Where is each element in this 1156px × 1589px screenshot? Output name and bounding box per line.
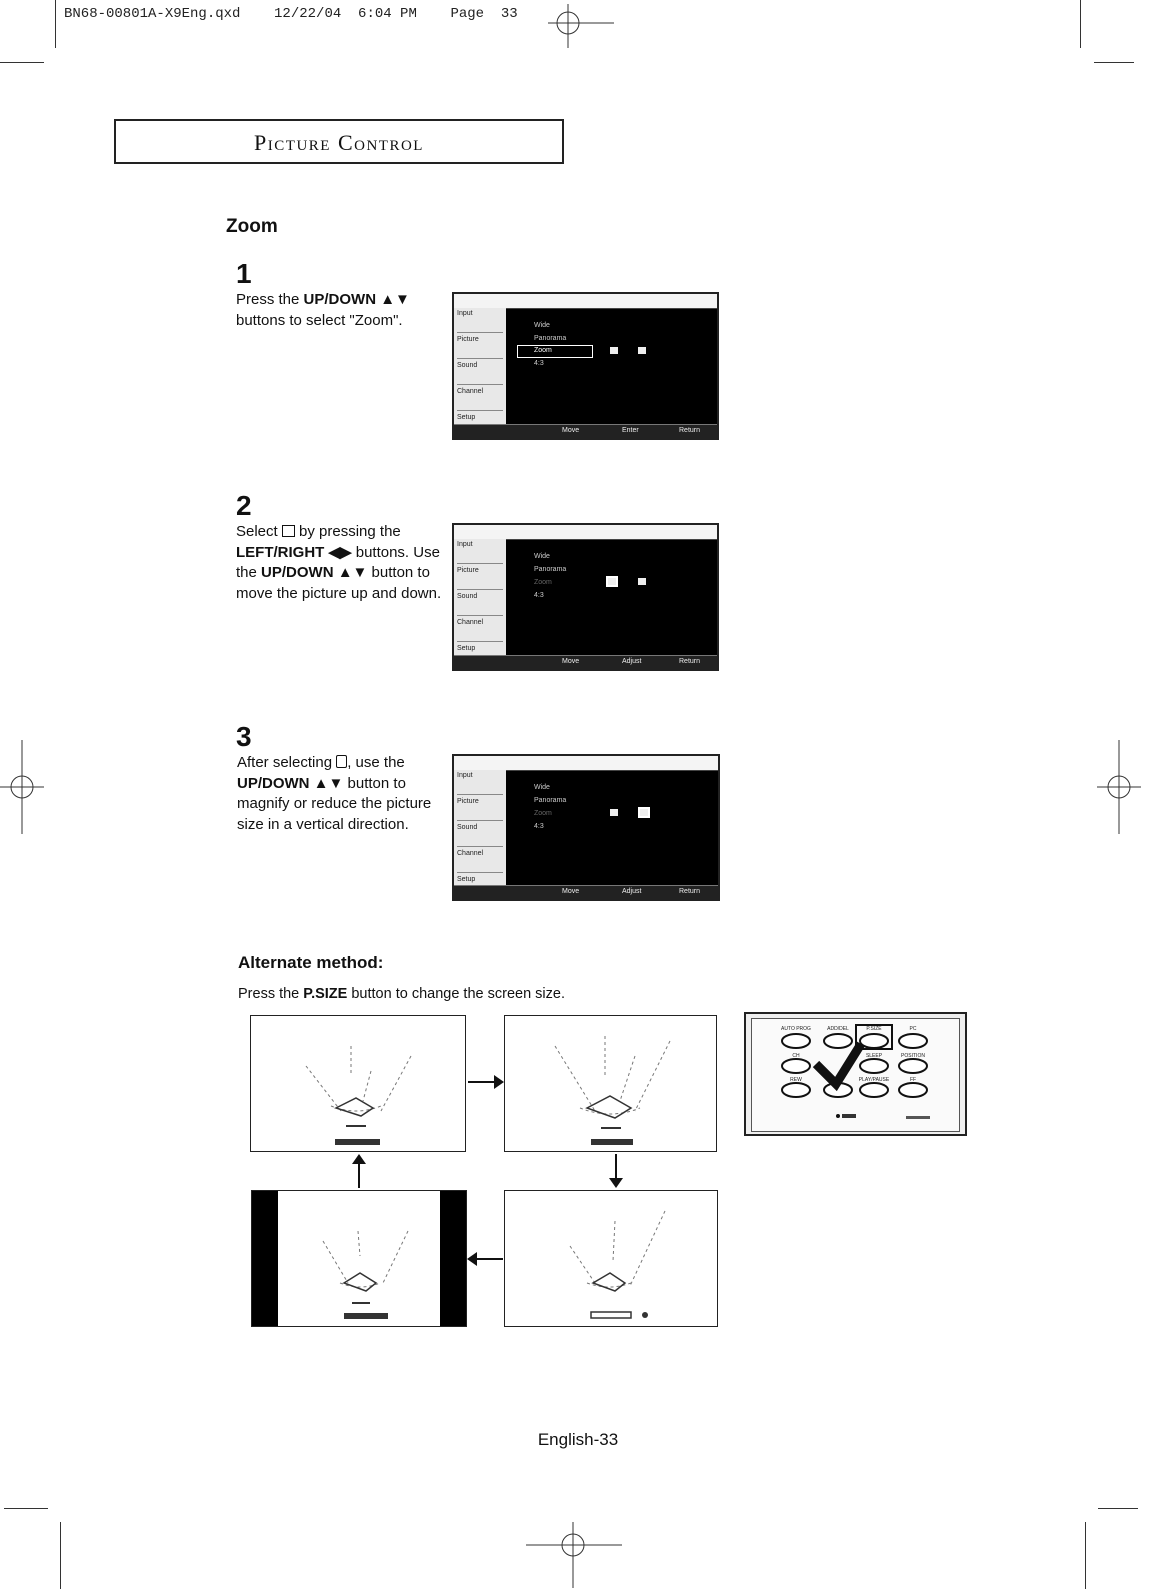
step-text-segment: button to move the picture up and down. (236, 564, 442, 602)
zoom-size-icon (638, 347, 646, 354)
osd-sidebar-item (457, 772, 503, 795)
zoom-position-icon (610, 809, 618, 816)
zoom-position-icon (608, 578, 616, 585)
osd-sidebar-item (457, 619, 503, 642)
osd-sidebar (454, 539, 506, 656)
alt-text-bold: P.SIZE (303, 986, 348, 1002)
osd-footer-label: Move (562, 888, 580, 895)
step-text-segment: Select (236, 523, 282, 540)
arrow-down-icon (604, 1152, 628, 1190)
pillarbox-bar (440, 1191, 466, 1326)
osd-menu-item: Panorama (534, 566, 567, 573)
zoom-size-icon (336, 755, 347, 768)
file-slug: BN68-00801A-X9Eng.qxd 12/22/04 6:04 PM Page 33 (64, 6, 518, 22)
registration-mark-left (0, 740, 44, 834)
osd-footer-label: Move (562, 658, 580, 665)
zoom-position-icon (282, 525, 295, 537)
osd-sidebar-label: Channel (457, 388, 484, 395)
remote-label: STOP (831, 1077, 845, 1083)
remote-label: PLAY/PAUSE (858, 1077, 890, 1083)
page-number: English-33 (537, 1430, 619, 1449)
remote-label: CH (792, 1053, 800, 1059)
osd-menu-item: 4:3 (534, 823, 544, 830)
tv-picture-illustration (278, 1191, 440, 1325)
tv-picture-illustration (505, 1191, 716, 1325)
osd-sidebar-label: Picture (457, 567, 479, 574)
osd-footer-label: Adjust (622, 658, 642, 665)
registration-mark-top (548, 4, 618, 50)
zoom-position-icon (610, 347, 618, 354)
remote-control-detail (744, 1012, 967, 1136)
step-text-segment: After selecting (237, 754, 337, 771)
registration-mark-right (1097, 740, 1141, 834)
osd-footer-label: Adjust (622, 888, 642, 895)
arrow-right-icon (466, 1070, 506, 1094)
osd-sidebar-label: Channel (457, 619, 484, 626)
osd-menu-item: Panorama (534, 335, 567, 342)
osd-menu-title-bar (454, 756, 718, 771)
remote-label: SLEEP (865, 1053, 883, 1059)
osd-sidebar-label: Picture (457, 336, 479, 343)
step-3-text (237, 753, 452, 835)
screen-size-panorama (504, 1015, 717, 1152)
screen-size-4-3 (251, 1190, 467, 1327)
osd-sidebar-label: Input (457, 541, 473, 548)
osd-sidebar-label: Setup (457, 645, 476, 652)
remote-label: PC (909, 1026, 917, 1032)
alternate-method-heading: Alternate method: (238, 953, 384, 972)
crop-mark (60, 1522, 61, 1589)
osd-sidebar-item (457, 567, 503, 590)
remote-label: P.SIZE (866, 1026, 882, 1032)
remote-label: FF (909, 1077, 917, 1083)
remote-label: POSITION (901, 1053, 925, 1059)
osd-sidebar-label: Sound (457, 362, 478, 369)
osd-selection-highlight (517, 345, 593, 358)
step-2-text (236, 522, 451, 604)
step-text-segment: button to magnify or reduce the picture size in a vertical direction. (237, 774, 432, 833)
pillarbox-bar (252, 1191, 278, 1326)
osd-sidebar-item (457, 362, 503, 385)
osd-sidebar-label: Setup (457, 876, 476, 883)
step-1-text (236, 290, 451, 331)
osd-menu-item: 4:3 (534, 360, 544, 367)
section-title: Picture Control (254, 130, 424, 155)
osd-menu-item: Zoom (534, 810, 552, 817)
osd-menu-item-selected: Zoom (534, 347, 552, 354)
alternate-method-text (238, 986, 565, 1002)
section-header (114, 119, 564, 164)
step-number: 2 (236, 490, 252, 521)
registration-mark-bottom (526, 1522, 622, 1588)
step-text-bold: UP/DOWN ▲▼ (303, 291, 410, 308)
osd-footer (454, 885, 718, 899)
osd-footer-label: Move (562, 427, 580, 434)
screen-size-wide (250, 1015, 466, 1152)
arrow-left-icon (467, 1247, 505, 1271)
page-heading: Zoom (226, 216, 278, 237)
osd-menu-item: 4:3 (534, 592, 544, 599)
osd-menu-item: Wide (534, 784, 550, 791)
osd-sidebar-label: Setup (457, 414, 476, 421)
step-text-bold: LEFT/RIGHT ◀▶ (236, 543, 352, 561)
crop-mark (1080, 0, 1081, 48)
osd-menu-step-1 (452, 292, 719, 440)
osd-menu-item: Panorama (534, 797, 567, 804)
osd-sidebar (454, 308, 506, 425)
crop-mark (1098, 1508, 1138, 1509)
step-number: 1 (236, 258, 252, 289)
zoom-size-icon (640, 809, 648, 816)
remote-label: AUTO PROG (781, 1026, 811, 1032)
crop-mark (55, 0, 56, 48)
crop-mark (0, 62, 44, 63)
remote-buttons (746, 1014, 965, 1134)
step-text-bold: UP/DOWN ▲▼ (261, 564, 368, 581)
crop-mark (1094, 62, 1134, 63)
zoom-size-icon (638, 578, 646, 585)
osd-footer (454, 655, 717, 669)
osd-footer-label: Return (679, 427, 701, 434)
crop-mark (1085, 1522, 1086, 1589)
step-text-segment: buttons to select "Zoom". (236, 311, 403, 329)
osd-menu-step-2 (452, 523, 719, 671)
osd-sidebar-item (457, 593, 503, 616)
remote-label: ADD/DEL (827, 1026, 849, 1032)
osd-footer (454, 424, 717, 438)
screen-size-zoom (504, 1190, 718, 1327)
osd-sidebar-item (457, 310, 503, 333)
step-text-segment: , use the (347, 754, 405, 771)
step-text-segment: by pressing the (294, 523, 401, 540)
osd-menu-item: Zoom (534, 579, 552, 586)
osd-sidebar-item (457, 336, 503, 359)
osd-menu-item: Wide (534, 553, 550, 560)
osd-sidebar-label: Picture (457, 798, 479, 805)
crop-mark (4, 1508, 48, 1509)
arrow-up-icon (347, 1152, 371, 1190)
osd-sidebar (454, 770, 506, 886)
osd-menu-item: Wide (534, 322, 550, 329)
alt-text-segment: button to change the screen size. (347, 986, 565, 1002)
osd-sidebar-label: Input (457, 772, 473, 779)
osd-sidebar-item (457, 541, 503, 564)
remote-label: REW (790, 1077, 802, 1083)
osd-sidebar-item (457, 850, 503, 873)
osd-menu-step-3 (452, 754, 720, 901)
tv-picture-illustration (505, 1016, 715, 1150)
tv-picture-illustration (251, 1016, 464, 1150)
osd-sidebar-label: Channel (457, 850, 484, 857)
osd-sidebar-item (457, 388, 503, 411)
osd-sidebar-label: Sound (457, 824, 478, 831)
osd-footer-label: Enter (622, 427, 639, 434)
osd-sidebar-item (457, 824, 503, 847)
osd-footer-label: Return (679, 658, 701, 665)
osd-sidebar-label: Input (457, 310, 473, 317)
osd-menu-title-bar (454, 294, 717, 309)
osd-sidebar-item (457, 798, 503, 821)
step-text-bold: UP/DOWN ▲▼ (237, 774, 344, 792)
osd-footer-label: Return (679, 888, 701, 895)
step-number: 3 (236, 721, 252, 752)
osd-sidebar-label: Sound (457, 593, 478, 600)
osd-menu-title-bar (454, 525, 717, 540)
alt-text-segment: Press the (238, 986, 304, 1002)
step-text-segment: Press the (236, 291, 304, 308)
step-text-segment: buttons. Use the (236, 543, 440, 581)
